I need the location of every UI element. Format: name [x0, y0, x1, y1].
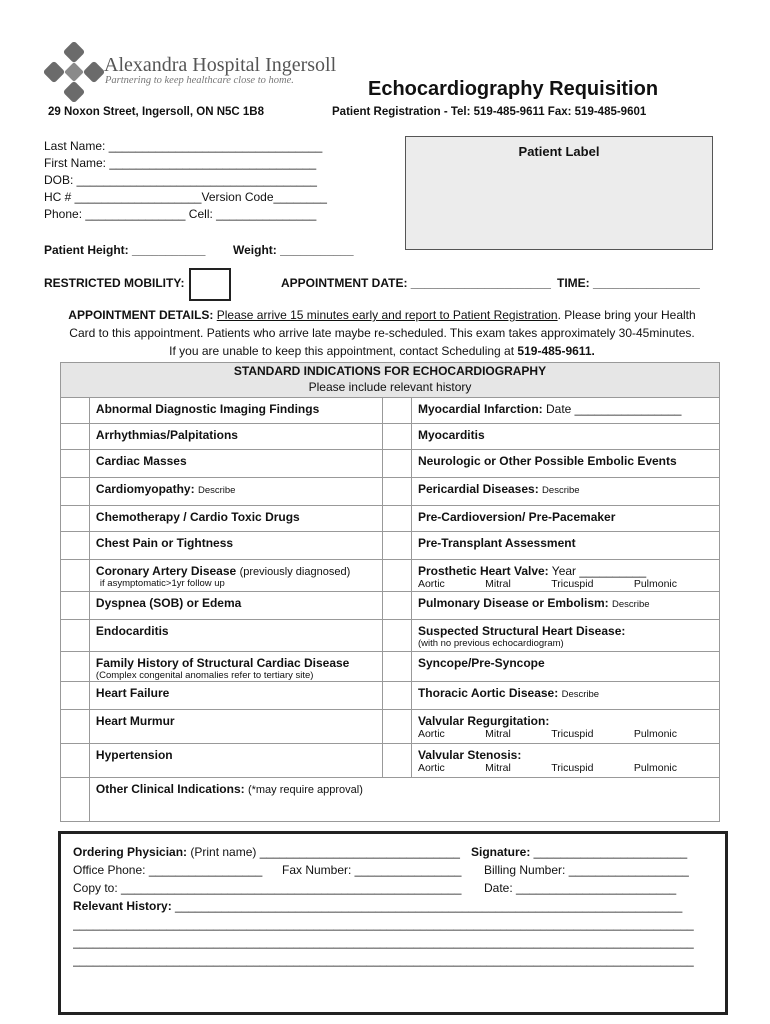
history-line[interactable]: _____________________________________________________________________________________________ — [73, 953, 694, 967]
office-phone-field[interactable]: Office Phone: _________________ — [73, 863, 263, 877]
restricted-mobility-label: RESTRICTED MOBILITY: — [44, 276, 185, 290]
indication-checkbox[interactable] — [383, 620, 412, 652]
copy-to-field[interactable]: Copy to: ___________________________________________________ — [73, 881, 462, 895]
table-row — [61, 710, 720, 744]
table-row — [61, 620, 720, 652]
indication-label: Hypertension — [89, 744, 382, 778]
last-name-field[interactable]: Last Name: ________________________________ — [44, 139, 323, 153]
indication-checkbox[interactable] — [383, 744, 412, 778]
indication-label: Chest Pain or Tightness — [89, 532, 382, 560]
indication-checkbox[interactable] — [61, 450, 90, 478]
indication-label: Cardiac Masses — [89, 450, 382, 478]
indication-label: Valvular Regurgitation: Aortic Mitral Tricuspid Pulmonic — [411, 710, 719, 744]
indication-label: Prosthetic Heart Valve: Year __________ Aortic Mitral Tricuspid Pulmonic — [411, 560, 719, 592]
indication-label: Pre-Transplant Assessment — [411, 532, 719, 560]
indication-checkbox[interactable] — [61, 744, 90, 778]
indication-checkbox[interactable] — [383, 532, 412, 560]
indication-checkbox[interactable] — [61, 778, 90, 822]
indication-label: Myocarditis — [411, 424, 719, 450]
table-row — [61, 478, 720, 506]
indication-label: Syncope/Pre-Syncope — [411, 652, 719, 682]
physician-section — [58, 831, 728, 1015]
indication-checkbox[interactable] — [61, 620, 90, 652]
table-row — [61, 450, 720, 478]
table-row — [61, 778, 720, 822]
details-line1-rest: . Please bring your Health — [557, 308, 696, 322]
indication-checkbox[interactable] — [383, 592, 412, 620]
valve-options: Aortic Mitral Tricuspid Pulmonic — [417, 762, 677, 774]
indication-checkbox[interactable] — [61, 652, 90, 682]
table-row — [61, 424, 720, 450]
valve-options: Aortic Mitral Tricuspid Pulmonic — [417, 578, 677, 590]
indication-label: Myocardial Infarction: Date ________________ — [411, 398, 719, 424]
indication-checkbox[interactable] — [61, 592, 90, 620]
patient-label-box[interactable] — [405, 136, 713, 250]
indication-label: Chemotherapy / Cardio Toxic Drugs — [89, 506, 382, 532]
indications-header — [61, 363, 720, 398]
patient-height-field[interactable]: Patient Height: ___________ — [44, 243, 206, 257]
indication-label: Pre-Cardioversion/ Pre-Pacemaker — [411, 506, 719, 532]
indication-checkbox[interactable] — [61, 506, 90, 532]
restricted-mobility-checkbox[interactable] — [189, 268, 231, 301]
indication-label: Thoracic Aortic Disease: Describe — [411, 682, 719, 710]
ordering-physician-field[interactable]: (Print name) ______________________________ — [187, 845, 460, 859]
other-indications-field[interactable]: Other Clinical Indications: (*may require approval) — [89, 778, 719, 822]
indication-label: Heart Failure — [89, 682, 382, 710]
appointment-details — [44, 306, 720, 360]
page-title: Echocardiography Requisition — [368, 78, 659, 100]
indication-checkbox[interactable] — [61, 478, 90, 506]
table-row — [61, 506, 720, 532]
patient-label-title: Patient Label — [518, 144, 600, 159]
table-row — [61, 560, 720, 592]
indication-label: Dyspnea (SOB) or Edema — [89, 592, 382, 620]
table-row — [61, 398, 720, 424]
indication-checkbox[interactable] — [61, 532, 90, 560]
indication-checkbox[interactable] — [383, 682, 412, 710]
hospital-logo-icon — [44, 42, 104, 102]
indication-checkbox[interactable] — [383, 478, 412, 506]
table-row — [61, 744, 720, 778]
indication-checkbox[interactable] — [383, 710, 412, 744]
details-lead: APPOINTMENT DETAILS: — [68, 308, 214, 322]
billing-number-field[interactable]: Billing Number: __________________ — [484, 863, 689, 877]
indication-label: Endocarditis — [89, 620, 382, 652]
indications-subtitle: Please include relevant history — [308, 380, 472, 394]
relevant-history-field[interactable]: ____________________________________________________________________________ — [171, 899, 683, 913]
indication-label: Suspected Structural Heart Disease: (with no previous echocardiogram) — [411, 620, 719, 652]
valve-options: Aortic Mitral Tricuspid Pulmonic — [417, 728, 677, 740]
indications-table — [60, 362, 720, 822]
registration-contact: Patient Registration - Tel: 519-485-9611 Fax: 519-485-9601 — [332, 106, 647, 118]
phone-cell-field[interactable]: Phone: _______________ Cell: _______________ — [44, 207, 317, 221]
indications-title: STANDARD INDICATIONS FOR ECHOCARDIOGRAPHY — [233, 364, 547, 378]
indication-checkbox[interactable] — [383, 398, 412, 424]
indication-checkbox[interactable] — [61, 398, 90, 424]
indication-checkbox[interactable] — [383, 506, 412, 532]
indication-label: Arrhythmias/Palpitations — [89, 424, 382, 450]
indication-label: Valvular Stenosis: Aortic Mitral Tricuspid Pulmonic — [411, 744, 719, 778]
table-row — [61, 532, 720, 560]
first-name-field[interactable]: First Name: _______________________________ — [44, 156, 317, 170]
indication-checkbox[interactable] — [61, 710, 90, 744]
appointment-time-field[interactable]: TIME: ________________ — [557, 276, 700, 290]
indication-checkbox[interactable] — [383, 560, 412, 592]
patient-weight-field[interactable]: Weight: ___________ — [233, 243, 354, 257]
indication-label: Coronary Artery Disease (previously diagnosed) if asymptomatic>1yr follow up — [89, 560, 382, 592]
hospital-address: 29 Noxon Street, Ingersoll, ON N5C 1B8 — [48, 106, 265, 118]
indication-label: Pulmonary Disease or Embolism: Describe — [411, 592, 719, 620]
signature-label: Signature: — [471, 845, 531, 859]
indication-label: Abnormal Diagnostic Imaging Findings — [89, 398, 382, 424]
indication-checkbox[interactable] — [383, 652, 412, 682]
details-line2: Card to this appointment. Patients who arrive late maybe re-scheduled. This exam takes approximately 30-45minutes. — [69, 326, 695, 340]
table-row — [61, 652, 720, 682]
table-row — [61, 682, 720, 710]
indication-checkbox[interactable] — [383, 424, 412, 450]
history-line[interactable]: _____________________________________________________________________________________________ — [73, 917, 694, 931]
indication-checkbox[interactable] — [383, 450, 412, 478]
indication-label: Pericardial Diseases: Describe — [411, 478, 719, 506]
details-arrive-note: Please arrive 15 minutes early and report to Patient Registration — [216, 308, 558, 322]
indication-checkbox[interactable] — [61, 682, 90, 710]
table-row — [61, 592, 720, 620]
hc-version-field[interactable]: HC # ___________________Version Code________ — [44, 190, 327, 204]
date-field[interactable]: Date: ________________________ — [484, 881, 677, 895]
details-scheduling-phone: 519-485-9611. — [517, 344, 595, 358]
indication-label: Neurologic or Other Possible Embolic Events — [411, 450, 719, 478]
signature-field[interactable]: _______________________ — [530, 845, 688, 859]
appointment-date-field[interactable]: APPOINTMENT DATE: _____________________ — [281, 276, 551, 290]
indication-label: Heart Murmur — [89, 710, 382, 744]
org-name: Alexandra Hospital Ingersoll — [104, 54, 337, 76]
indication-label: Cardiomyopathy: Describe — [89, 478, 382, 506]
fax-number-field[interactable]: Fax Number: ________________ — [282, 863, 462, 877]
history-line[interactable]: _____________________________________________________________________________________________ — [73, 935, 694, 949]
dob-field[interactable]: DOB: ____________________________________ — [44, 173, 317, 187]
ordering-physician-label: Ordering Physician: — [73, 845, 188, 859]
indication-checkbox[interactable] — [61, 560, 90, 592]
indication-label: Family History of Structural Cardiac Disease (Complex congenital anomalies refer to tertiary site) — [89, 652, 382, 682]
details-line3: If you are unable to keep this appointment, contact Scheduling at — [169, 344, 515, 358]
indication-checkbox[interactable] — [61, 424, 90, 450]
org-tagline: Partnering to keep healthcare close to home. — [105, 75, 294, 86]
relevant-history-label: Relevant History: — [73, 899, 172, 913]
